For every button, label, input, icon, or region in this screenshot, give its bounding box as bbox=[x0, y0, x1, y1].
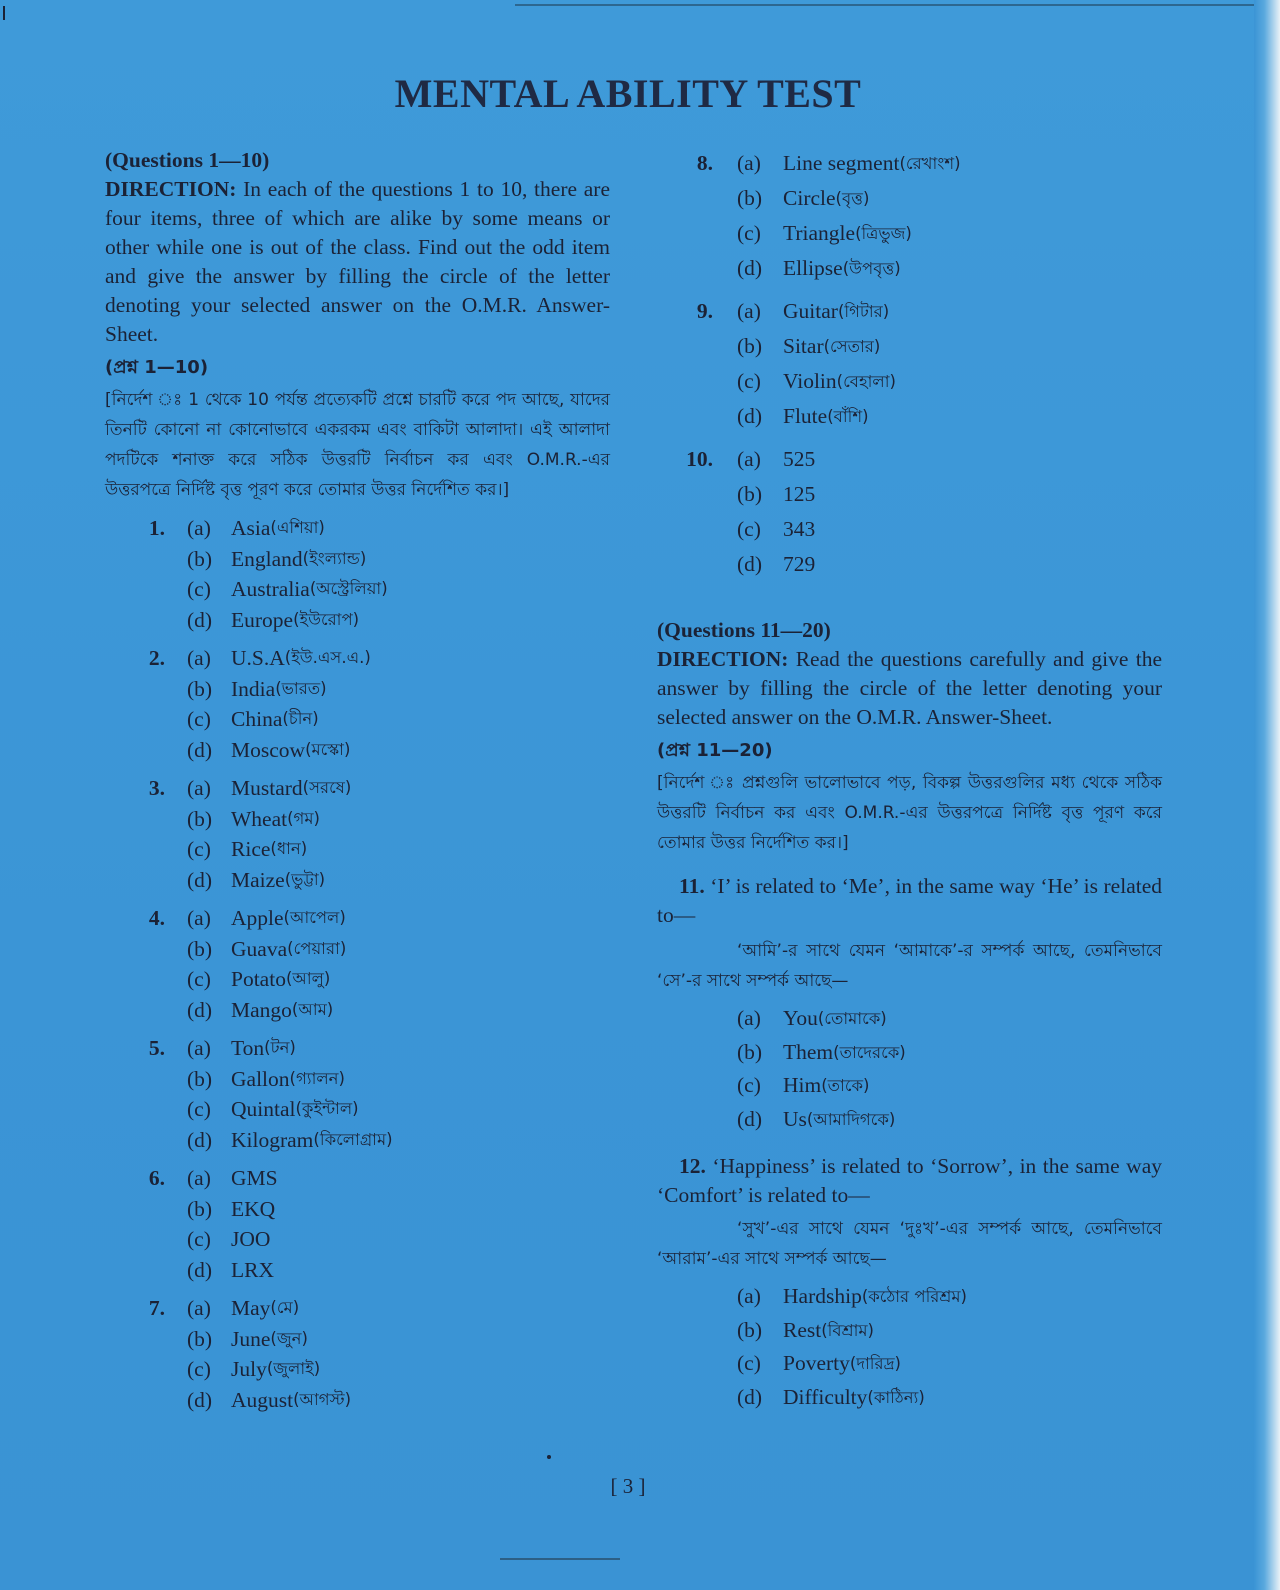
option-bengali-text: (আপেল) bbox=[283, 908, 346, 927]
option-text: England bbox=[231, 546, 303, 571]
option-letter: (a) bbox=[187, 516, 211, 540]
option-bengali-text: (বৃত্ত) bbox=[835, 189, 870, 208]
direction-label: DIRECTION: bbox=[105, 177, 237, 201]
question-number bbox=[105, 804, 187, 835]
question-number bbox=[657, 364, 737, 399]
option-text: Asia bbox=[231, 516, 271, 540]
answer-option bbox=[105, 1163, 610, 1194]
option-letter: (b) bbox=[187, 806, 213, 831]
question-number bbox=[105, 1354, 187, 1385]
answer-option bbox=[657, 1280, 1162, 1314]
answer-option bbox=[105, 735, 610, 766]
option-indent bbox=[657, 1314, 737, 1348]
question-number: 11. bbox=[679, 874, 705, 898]
question-number bbox=[105, 704, 187, 735]
option-text: Us bbox=[783, 1106, 807, 1131]
answer-option bbox=[105, 1293, 610, 1324]
option-bengali-text: (ধান) bbox=[270, 839, 308, 858]
option-bengali-text: (উপবৃত্ত) bbox=[842, 259, 901, 278]
answer-option bbox=[105, 1094, 610, 1125]
question-number: 2. bbox=[148, 646, 165, 670]
direction-paragraph bbox=[105, 175, 610, 349]
page-number: [ 3 ] bbox=[610, 1474, 646, 1498]
page-edge bbox=[1254, 0, 1280, 1590]
option-letter: (d) bbox=[187, 1127, 213, 1152]
right-column bbox=[657, 146, 1162, 1414]
question-number bbox=[105, 834, 187, 865]
option-letter: (a) bbox=[187, 906, 211, 930]
option-bengali-text: (রেখাংশ) bbox=[899, 154, 961, 173]
answer-option bbox=[657, 1314, 1162, 1348]
direction-label: DIRECTION: bbox=[657, 647, 789, 671]
question-number bbox=[657, 216, 737, 251]
option-text: You bbox=[783, 1006, 818, 1030]
option-bengali-text: (টন) bbox=[264, 1038, 296, 1057]
question-number bbox=[105, 574, 187, 605]
section-heading: (Questions 1—10) bbox=[105, 148, 270, 172]
option-bengali-text: (ভুট্টা) bbox=[284, 869, 326, 889]
option-indent bbox=[657, 1103, 737, 1137]
option-text: Rice bbox=[231, 837, 271, 861]
option-letter: (c) bbox=[187, 1227, 211, 1251]
option-bengali-text: (তোমাকে) bbox=[817, 1009, 887, 1028]
option-text: Violin bbox=[783, 369, 837, 393]
answer-option bbox=[105, 1255, 610, 1286]
option-letter: (a) bbox=[187, 1036, 211, 1060]
option-indent bbox=[657, 1280, 737, 1314]
option-indent bbox=[657, 1381, 737, 1415]
direction-paragraph bbox=[657, 645, 1162, 732]
option-text: May bbox=[231, 1296, 271, 1320]
option-text: Rest bbox=[783, 1317, 822, 1342]
option-bengali-text: (সেতার) bbox=[823, 337, 881, 356]
option-text: Quintal bbox=[231, 1097, 296, 1121]
question-stem bbox=[657, 872, 1162, 930]
option-letter: (a) bbox=[187, 1296, 211, 1320]
answer-option bbox=[657, 251, 1162, 286]
answer-option bbox=[105, 1324, 610, 1355]
option-bengali-text: (আমাদিগকে) bbox=[806, 1109, 896, 1129]
option-text: Wheat bbox=[231, 806, 288, 831]
option-letter: (c) bbox=[187, 837, 211, 861]
option-text: EKQ bbox=[231, 1196, 276, 1221]
option-bengali-text: (ইউরোপ) bbox=[293, 609, 360, 629]
answer-option bbox=[105, 964, 610, 995]
option-letter: (d) bbox=[187, 1387, 213, 1412]
option-letter: (b) bbox=[737, 482, 763, 506]
answer-option bbox=[657, 399, 1162, 434]
option-bengali-text: (ভারত) bbox=[275, 678, 327, 698]
option-text: July bbox=[231, 1357, 267, 1381]
option-text: Maize bbox=[231, 867, 285, 892]
option-text: Apple bbox=[231, 906, 284, 930]
question-number bbox=[657, 251, 737, 286]
answer-option bbox=[105, 1033, 610, 1064]
question-number bbox=[105, 735, 187, 766]
option-text: Guava bbox=[231, 936, 288, 961]
question-stem bbox=[657, 1152, 1162, 1210]
answer-option bbox=[105, 995, 610, 1026]
question-number: 4. bbox=[148, 906, 165, 930]
option-text: 125 bbox=[783, 482, 816, 506]
option-text: India bbox=[231, 676, 276, 701]
answer-option bbox=[657, 442, 1162, 477]
option-text: LRX bbox=[231, 1257, 274, 1282]
option-text: China bbox=[231, 707, 283, 731]
option-bengali-text: (ত্রিভুজ) bbox=[855, 224, 912, 243]
option-letter: (b) bbox=[187, 1326, 213, 1351]
answer-option bbox=[657, 1381, 1162, 1415]
bengali-section-heading: (প্রশ্ন 1—10) bbox=[105, 357, 209, 378]
answer-option bbox=[105, 1125, 610, 1156]
answer-option bbox=[105, 804, 610, 835]
answer-option bbox=[105, 773, 610, 804]
question-number bbox=[105, 1194, 187, 1225]
answer-option bbox=[105, 934, 610, 965]
option-bengali-text: (কঠোর পরিশ্রম) bbox=[861, 1287, 967, 1306]
question-number bbox=[105, 1094, 187, 1125]
question-number: 5. bbox=[148, 1036, 165, 1060]
answer-option bbox=[105, 544, 610, 575]
option-bengali-text: (ইংল্যান্ড) bbox=[302, 548, 367, 568]
answer-option bbox=[657, 1069, 1162, 1103]
answer-option bbox=[105, 1385, 610, 1416]
option-bengali-text: (কিলোগ্রাম) bbox=[313, 1129, 393, 1149]
option-letter: (b) bbox=[187, 676, 213, 701]
option-letter: (d) bbox=[737, 404, 763, 428]
option-letter: (a) bbox=[737, 1006, 761, 1030]
option-letter: (c) bbox=[737, 1351, 761, 1375]
question-text: ‘I’ is related to ‘Me’, in the same way ‘He’ is related to— bbox=[657, 874, 1162, 927]
option-letter: (a) bbox=[737, 1284, 761, 1308]
question-number bbox=[657, 329, 737, 364]
option-text: JOO bbox=[231, 1227, 271, 1251]
option-letter: (a) bbox=[187, 776, 211, 800]
option-bengali-text: (জুন) bbox=[270, 1328, 308, 1348]
answer-option bbox=[657, 1103, 1162, 1137]
option-text: Australia bbox=[231, 577, 310, 601]
option-bengali-text: (গ্যালন) bbox=[289, 1068, 345, 1088]
question-number bbox=[105, 1324, 187, 1355]
answer-option bbox=[105, 834, 610, 865]
question-text: ‘Happiness’ is related to ‘Sorrow’, in the same way ‘Comfort’ is related to— bbox=[657, 1154, 1162, 1207]
option-letter: (b) bbox=[187, 1066, 213, 1091]
question-number: 1. bbox=[148, 516, 165, 540]
option-bengali-text: (বিশ্রাম) bbox=[821, 1320, 874, 1340]
option-text: Him bbox=[783, 1073, 822, 1097]
answer-option bbox=[105, 1354, 610, 1385]
section-2 bbox=[657, 616, 1162, 858]
option-letter: (a) bbox=[187, 646, 211, 670]
question-number bbox=[105, 1255, 187, 1286]
option-letter: (a) bbox=[737, 299, 761, 323]
question-number bbox=[657, 477, 737, 512]
direction-text: Read the questions carefully and give the answer by filling the circle of the letter denoting your selected answer on the O.M.R. Answer-Sheet. bbox=[657, 647, 1162, 729]
option-list bbox=[657, 1002, 1162, 1136]
bengali-direction: [নির্দেশ ঃ 1 থেকে 10 পর্যন্ত প্রত্যেকটি প্রশ্নে চারটি করে পদ আছে, যাদের তিনটি কোনো না কোনোভাবে একরকম এবং বাকিটা আলাদা। এই আলাদা পদটিকে শনাক্ত করে সঠিক উত্তরটি নির্বাচন কর এবং O.M.R.-এর উত্তরপত্রে নির্দিষ্ট বৃত্ত পূরণ করে তোমার উত্তর নির্দেশিত কর।] bbox=[105, 390, 610, 500]
answer-option bbox=[105, 1194, 610, 1225]
option-bengali-text: (দারিদ্র) bbox=[849, 1354, 901, 1373]
option-letter: (d) bbox=[187, 997, 213, 1022]
question-number bbox=[105, 1064, 187, 1095]
scan-edge-line bbox=[515, 4, 1255, 6]
answer-option bbox=[657, 477, 1162, 512]
option-text: 729 bbox=[783, 552, 816, 576]
option-bengali-text: (আগস্ট) bbox=[293, 1389, 352, 1409]
option-bengali-text: (কুইন্টাল) bbox=[295, 1099, 359, 1118]
option-text: Europe bbox=[231, 607, 294, 632]
option-text: Difficulty bbox=[783, 1384, 868, 1409]
option-list bbox=[657, 1280, 1162, 1414]
question bbox=[105, 1033, 610, 1155]
option-text: Guitar bbox=[783, 299, 838, 323]
option-letter: (b) bbox=[737, 334, 763, 358]
option-text: Hardship bbox=[783, 1284, 862, 1308]
answer-option bbox=[105, 1064, 610, 1095]
option-bengali-text: (কাঠিন্য) bbox=[867, 1387, 925, 1407]
option-indent bbox=[657, 1069, 737, 1103]
option-letter: (d) bbox=[187, 1257, 213, 1282]
option-letter: (d) bbox=[737, 552, 763, 576]
option-letter: (d) bbox=[737, 1384, 763, 1409]
question bbox=[105, 903, 610, 1025]
bengali-question-stem: ‘আমি’-র সাথে যেমন ‘আমাকে’-র সম্পর্ক আছে, তেমনিভাবে ‘সে’-র সাথে সম্পর্ক আছে— bbox=[657, 941, 1162, 991]
question bbox=[105, 1293, 610, 1415]
left-column bbox=[105, 146, 610, 1415]
question-number bbox=[105, 865, 187, 896]
question-number: 6. bbox=[148, 1166, 165, 1190]
question-number: 3. bbox=[148, 776, 165, 800]
question-number bbox=[105, 964, 187, 995]
option-letter: (c) bbox=[187, 967, 211, 991]
option-letter: (c) bbox=[737, 369, 761, 393]
option-bengali-text: (গম) bbox=[287, 808, 320, 828]
option-bengali-text: (আম) bbox=[291, 999, 334, 1019]
option-letter: (c) bbox=[187, 1357, 211, 1381]
option-letter: (a) bbox=[737, 151, 761, 175]
option-text: Poverty bbox=[783, 1351, 850, 1375]
option-letter: (c) bbox=[187, 1097, 211, 1121]
answer-option bbox=[105, 865, 610, 896]
option-text: Line segment bbox=[783, 151, 900, 175]
question-number: 12. bbox=[679, 1154, 706, 1178]
ink-dot bbox=[547, 1455, 551, 1459]
question-number bbox=[105, 674, 187, 705]
option-text: 525 bbox=[783, 447, 816, 471]
question-number bbox=[657, 547, 737, 582]
answer-option bbox=[105, 643, 610, 674]
question-number bbox=[105, 995, 187, 1026]
question-number bbox=[105, 1224, 187, 1255]
option-text: Flute bbox=[783, 404, 828, 428]
option-indent bbox=[657, 1347, 737, 1381]
option-text: 343 bbox=[783, 517, 816, 541]
option-bengali-text: (তাকে) bbox=[821, 1076, 870, 1095]
option-bengali-text: (সরষে) bbox=[302, 778, 352, 797]
option-letter: (b) bbox=[737, 1317, 763, 1342]
option-bengali-text: (গিটার) bbox=[837, 302, 890, 321]
option-bengali-text: (এশিয়া) bbox=[270, 518, 325, 537]
answer-option bbox=[657, 294, 1162, 329]
question-number: 10. bbox=[686, 447, 713, 471]
bengali-section-heading: (প্রশ্ন 11—20) bbox=[657, 740, 773, 761]
question bbox=[105, 643, 610, 765]
question-number bbox=[105, 544, 187, 575]
option-letter: (c) bbox=[737, 1073, 761, 1097]
option-text: Them bbox=[783, 1039, 834, 1064]
option-letter: (c) bbox=[187, 707, 211, 731]
option-letter: (a) bbox=[187, 1166, 211, 1190]
bengali-question-stem: ‘সুখ’-এর সাথে যেমন ‘দুঃখ’-এর সম্পর্ক আছে, তেমনিভাবে ‘আরাম’-এর সাথে সম্পর্ক আছে— bbox=[657, 1219, 1162, 1269]
option-letter: (d) bbox=[737, 256, 763, 280]
option-text: Kilogram bbox=[231, 1127, 314, 1152]
option-text: Circle bbox=[783, 186, 836, 210]
answer-option bbox=[105, 574, 610, 605]
page-title: MENTAL ABILITY TEST bbox=[394, 71, 862, 116]
option-bengali-text: (পেয়ারা) bbox=[287, 938, 347, 958]
question-number bbox=[657, 399, 737, 434]
option-letter: (d) bbox=[737, 1106, 763, 1131]
answer-option bbox=[105, 1224, 610, 1255]
option-letter: (c) bbox=[737, 517, 761, 541]
option-letter: (b) bbox=[187, 546, 213, 571]
option-bengali-text: (জুলাই) bbox=[266, 1359, 321, 1378]
answer-option bbox=[657, 329, 1162, 364]
option-bengali-text: (অস্ট্রেলিয়া) bbox=[309, 579, 388, 598]
question bbox=[657, 294, 1162, 434]
option-text: Gallon bbox=[231, 1066, 290, 1091]
question-number bbox=[105, 1125, 187, 1156]
question-number bbox=[105, 1385, 187, 1416]
answer-option bbox=[105, 903, 610, 934]
option-text: Mango bbox=[231, 997, 292, 1022]
option-letter: (b) bbox=[187, 1196, 213, 1221]
option-text: Mustard bbox=[231, 776, 303, 800]
option-letter: (d) bbox=[187, 737, 213, 762]
question-number: 8. bbox=[696, 151, 713, 175]
question bbox=[105, 513, 610, 635]
answer-option bbox=[105, 513, 610, 544]
option-text: August bbox=[231, 1387, 294, 1412]
question bbox=[105, 773, 610, 895]
option-bengali-text: (তাদেরকে) bbox=[833, 1042, 906, 1062]
question-number: 9. bbox=[696, 299, 713, 323]
option-text: Ton bbox=[231, 1036, 265, 1060]
question-list bbox=[105, 513, 610, 1415]
option-text: Ellipse bbox=[783, 256, 843, 280]
answer-option bbox=[657, 512, 1162, 547]
option-indent bbox=[657, 1036, 737, 1070]
option-bengali-text: (মে) bbox=[270, 1298, 300, 1317]
option-indent bbox=[657, 1002, 737, 1036]
answer-option bbox=[105, 605, 610, 636]
answer-option bbox=[105, 704, 610, 735]
option-letter: (c) bbox=[187, 577, 211, 601]
option-text: U.S.A bbox=[231, 646, 285, 670]
option-text: Moscow bbox=[231, 737, 306, 762]
option-text: Triangle bbox=[783, 221, 856, 245]
option-letter: (b) bbox=[737, 186, 763, 210]
scan-mark bbox=[3, 6, 5, 20]
option-text: Sitar bbox=[783, 334, 824, 358]
question bbox=[657, 146, 1162, 286]
question-number bbox=[657, 181, 737, 216]
option-letter: (d) bbox=[187, 867, 213, 892]
option-bengali-text: (বেহালা) bbox=[836, 372, 896, 391]
question-12 bbox=[657, 1152, 1162, 1414]
question bbox=[105, 1163, 610, 1285]
answer-option bbox=[105, 674, 610, 705]
answer-option bbox=[657, 146, 1162, 181]
answer-option bbox=[657, 1036, 1162, 1070]
answer-option bbox=[657, 1347, 1162, 1381]
scan-edge-line bbox=[500, 1558, 620, 1560]
question bbox=[657, 442, 1162, 582]
option-bengali-text: (আলু) bbox=[285, 969, 331, 988]
option-bengali-text: (ইউ.এস.এ.) bbox=[284, 648, 371, 667]
option-bengali-text: (চীন) bbox=[282, 709, 319, 728]
question-number bbox=[105, 934, 187, 965]
option-bengali-text: (বাঁশি) bbox=[827, 407, 869, 426]
answer-option bbox=[657, 547, 1162, 582]
option-text: Potato bbox=[231, 967, 286, 991]
answer-option bbox=[657, 1002, 1162, 1036]
question-number: 7. bbox=[148, 1296, 165, 1320]
option-text: GMS bbox=[231, 1166, 278, 1190]
direction-text: In each of the questions 1 to 10, there are four items, three of which are alike by some means or other while one is out of the class. Find out the odd item and give the answer by filling the circle of the letter denoting your selected answer on the O.M.R. Answer-Sheet. bbox=[105, 177, 610, 346]
option-letter: (b) bbox=[187, 936, 213, 961]
bengali-direction: [নির্দেশ ঃ প্রশ্নগুলি ভালোভাবে পড়, বিকল্প উত্তরগুলির মধ্য থেকে সঠিক উত্তরটি নির্বাচন কর এবং O.M.R.-এর উত্তরপত্রে নির্দিষ্ট বৃত্ত পূরণ করে তোমার উত্তর নির্দেশিত কর।] bbox=[657, 773, 1162, 853]
answer-option bbox=[657, 216, 1162, 251]
option-bengali-text: (মস্কো) bbox=[305, 739, 351, 759]
question-11 bbox=[657, 872, 1162, 1136]
option-letter: (a) bbox=[737, 447, 761, 471]
question-number bbox=[657, 512, 737, 547]
option-letter: (d) bbox=[187, 607, 213, 632]
option-letter: (c) bbox=[737, 221, 761, 245]
option-letter: (b) bbox=[737, 1039, 763, 1064]
answer-option bbox=[657, 181, 1162, 216]
section-heading: (Questions 11—20) bbox=[657, 618, 831, 642]
question-number bbox=[105, 605, 187, 636]
option-text: June bbox=[231, 1326, 271, 1351]
question-list bbox=[657, 146, 1162, 582]
answer-option bbox=[657, 364, 1162, 399]
